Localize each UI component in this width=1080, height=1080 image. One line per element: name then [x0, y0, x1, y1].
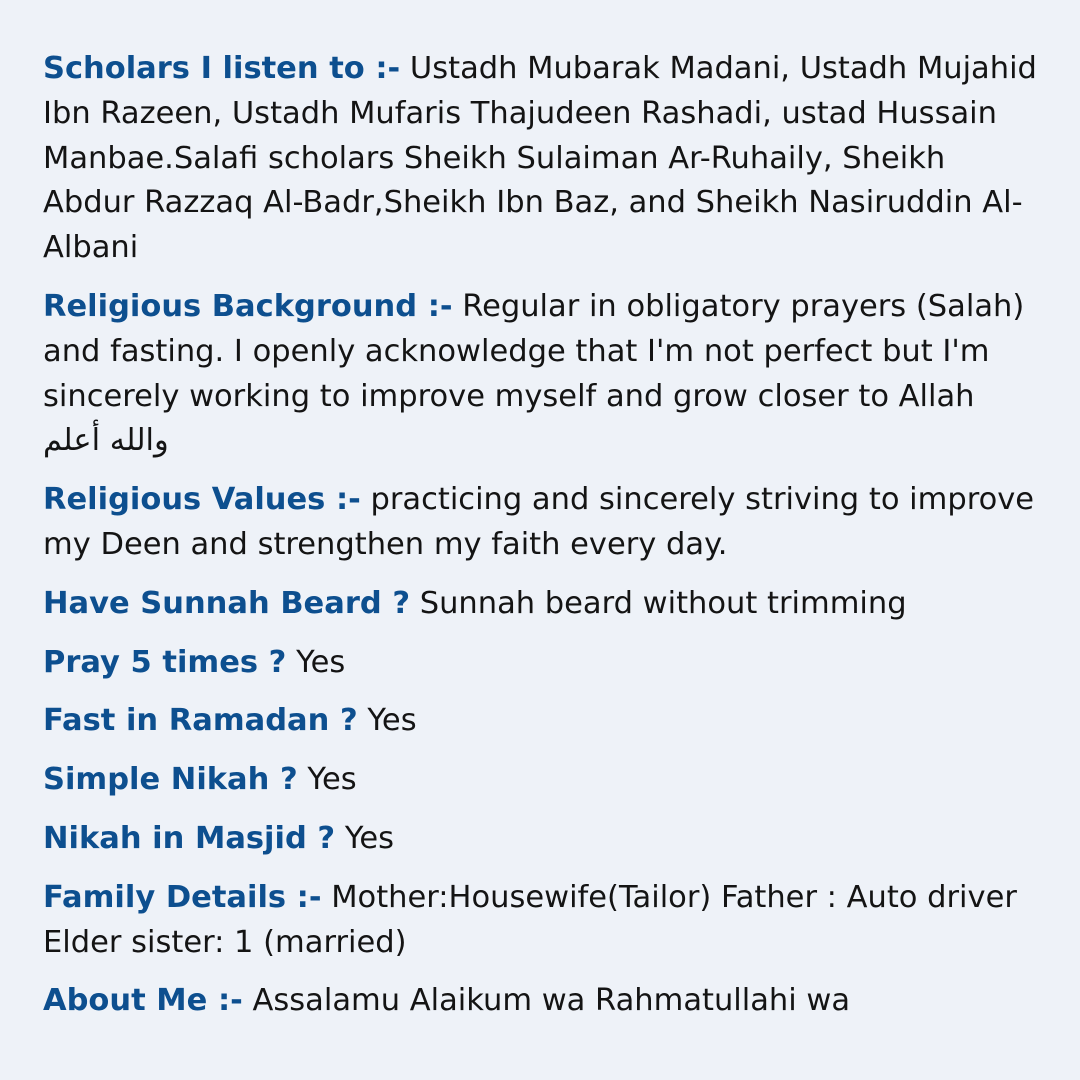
simple-nikah-label: Simple Nikah ?: [43, 762, 298, 798]
fast-ramadan-value: Yes: [367, 703, 417, 739]
pray-5-times-value: Yes: [296, 644, 346, 680]
fast-ramadan-label: Fast in Ramadan ?: [43, 703, 358, 739]
scholars-value: Ustadh Mubarak Madani, Ustadh Mujahid Ibn Razeen, Ustadh Mufaris Thajudeen Rashadi, ustad Hussain Manbae.Salafi scholars Sheikh Sulaiman Ar-Ruhaily, Sheikh Abdur Razzaq Al-Badr,Sheikh Ibn Baz, and Sheikh Nasiruddin Al-Albani: [43, 51, 1037, 266]
religious-background-entry: [43, 285, 1043, 464]
sunnah-beard-label: Have Sunnah Beard ?: [43, 585, 411, 621]
about-me-entry: [43, 979, 1043, 1024]
religious-values-value: practicing and sincerely striving to improve my Deen and strengthen my faith every day.: [43, 482, 1035, 562]
nikah-masjid-entry: [43, 817, 1043, 862]
sunnah-beard-value: Sunnah beard without trimming: [419, 585, 907, 621]
nikah-masjid-label: Nikah in Masjid ?: [43, 820, 336, 856]
nikah-masjid-value: Yes: [344, 820, 395, 856]
religious-background-label: Religious Background :-: [43, 288, 453, 324]
family-details-value: Mother:Housewife(Tailor) Father : Auto driver Elder sister: 1 (married): [43, 879, 1017, 960]
fast-ramadan-entry: [43, 699, 1043, 744]
about-me-label: About Me :-: [43, 983, 243, 1019]
profile-details: [43, 47, 1043, 1038]
religious-values-label: Religious Values :-: [43, 482, 361, 518]
pray-5-times-label: Pray 5 times ?: [43, 644, 287, 680]
scholars-entry: [43, 47, 1043, 271]
scholars-label: Scholars I listen to :-: [43, 51, 401, 86]
pray-5-times-entry: [43, 641, 1043, 686]
about-me-value: Assalamu Alaikum wa Rahmatullahi wa: [252, 983, 851, 1019]
sunnah-beard-entry: [43, 582, 1043, 627]
religious-background-value: Regular in obligatory prayers (Salah) and fasting. I openly acknowledge that I'm not perfect but I'm sincerely working to improve myself and grow closer to Allah: [43, 288, 1025, 414]
family-details-label: Family Details :-: [43, 879, 322, 915]
simple-nikah-value: Yes: [307, 762, 357, 798]
simple-nikah-entry: [43, 758, 1043, 803]
religious-values-entry: [43, 478, 1043, 568]
family-details-entry: [43, 876, 1043, 966]
arabic-phrase: والله أعلم: [43, 423, 169, 459]
